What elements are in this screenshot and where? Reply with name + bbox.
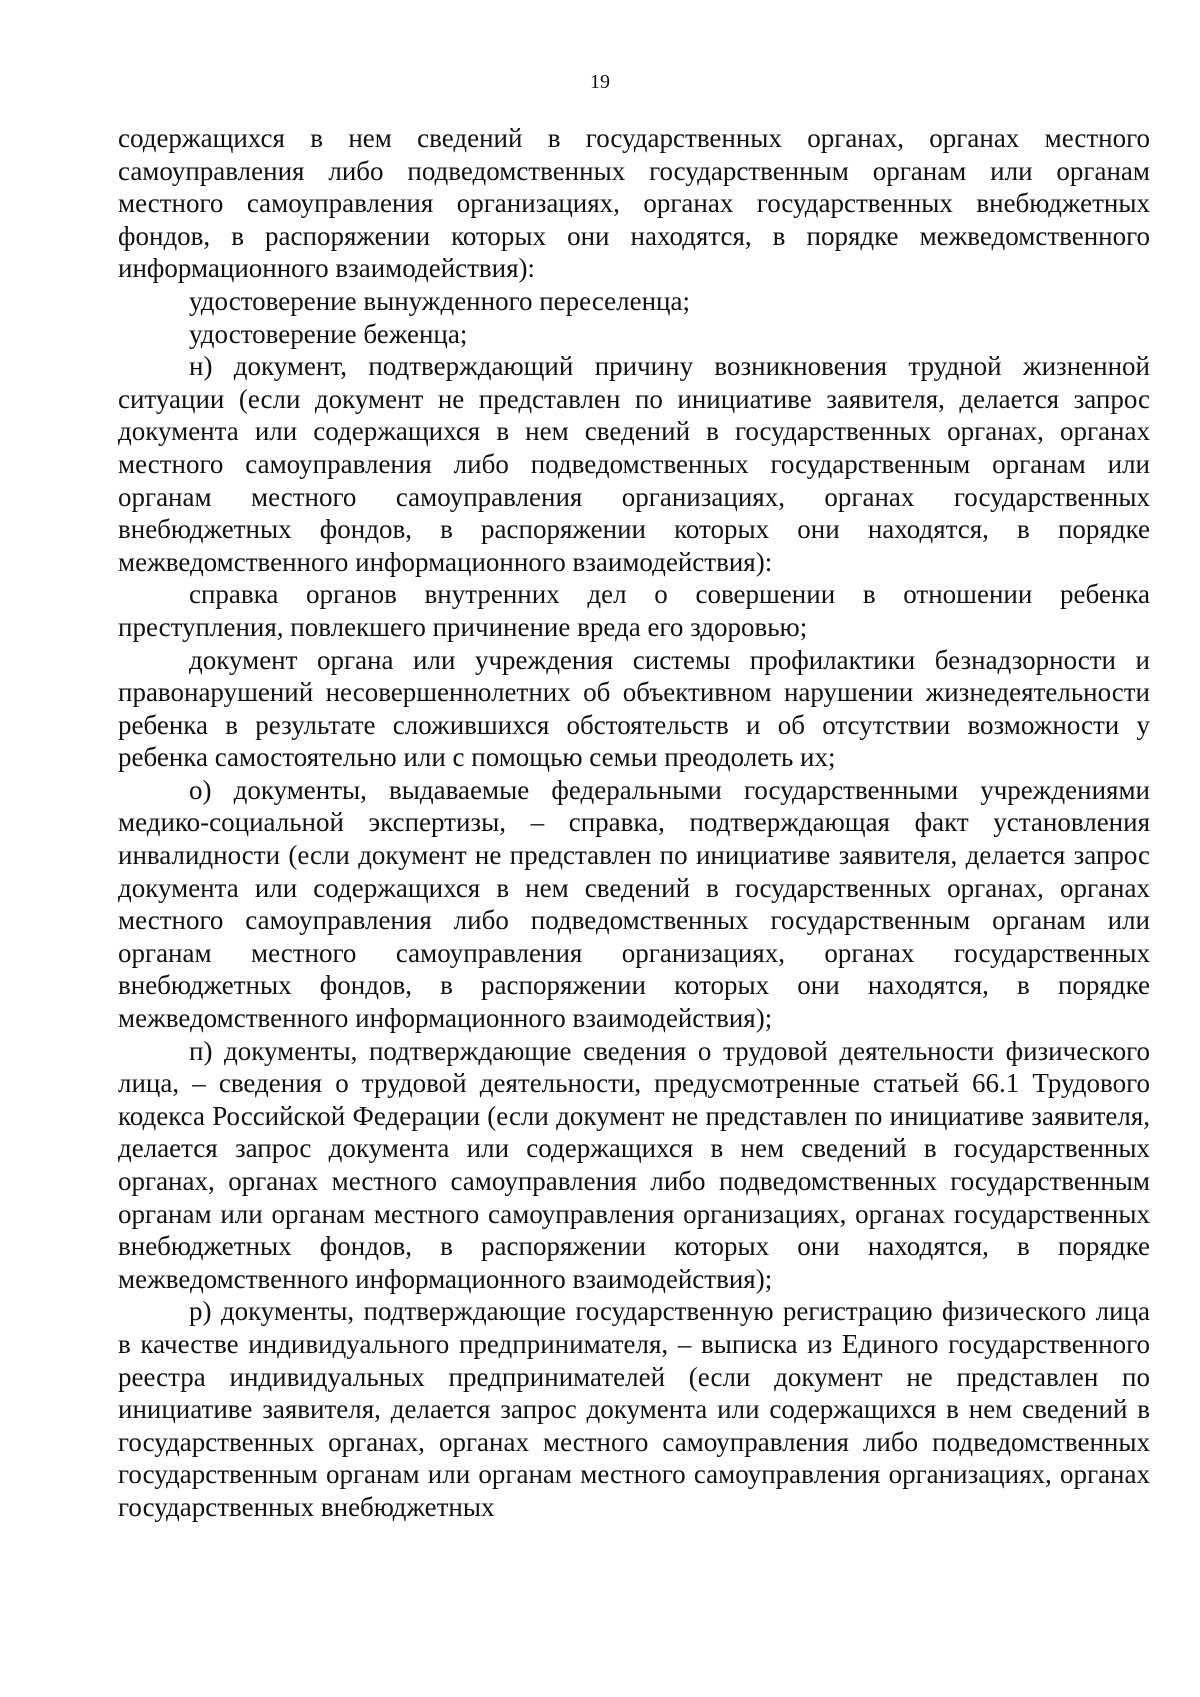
paragraph-r: р) документы, подтверждающие государственную регистрацию физического лица в качестве индивидуального предпринимателя, – выписка из Единого государственного реестра индивидуальных предпринимателей (если документ не представлен по инициативе заявителя, делается запрос документа или содержащихся в нем сведений в государственных органах, органах местного самоуправления либо подведомственных государственным органам или органам местного самоуправления организациях, органах государственных внебюджетных [118, 1296, 1150, 1522]
paragraph-p: п) документы, подтверждающие сведения о трудовой деятельности физического лица, – сведения о трудовой деятельности, предусмотренные статьей 66.1 Трудового кодекса Российской Федерации (если документ не представлен по инициативе заявителя, делается запрос документа или содержащихся в нем сведений в государственных органах, органах местного самоуправления либо подведомственных государственным органам или органам местного самоуправления организациях, органах государственных внебюджетных фондов, в распоряжении которых они находятся, в порядке межведомственного информационного взаимодействия); [118, 1035, 1150, 1294]
paragraph-item: справка органов внутренних дел о совершении в отношении ребенка преступления, повлекшего причинение вреда его здоровью; [118, 579, 1150, 642]
paragraph-o: о) документы, выдаваемые федеральными государственными учреждениями медико-социальной экспертизы, – справка, подтверждающая факт установления инвалидности (если документ не представлен по инициативе заявителя, делается запрос документа или содержащихся в нем сведений в государственных органах, органах местного самоуправления либо подведомственных государственным органам или органам местного самоуправления организациях, органах государственных внебюджетных фондов, в распоряжении которых они находятся, в порядке межведомственного информационного взаимодействия); [118, 774, 1150, 1034]
paragraph-item: удостоверение вынужденного переселенца; [189, 285, 690, 316]
document-body [118, 122, 1150, 1524]
page-number: 19 [590, 71, 610, 93]
paragraph-n: н) документ, подтверждающий причину возникновения трудной жизненной ситуации (если документ не представлен по инициативе заявителя, делается запрос документа или содержащихся в нем сведений в государственных органах, органах местного самоуправления либо подведомственных государственным органам или органам местного самоуправления организациях, органах государственных внебюджетных фондов, в распоряжении которых они находятся, в порядке межведомственного информационного взаимодействия): [118, 351, 1150, 577]
paragraph-continuation: содержащихся в нем сведений в государственных органах, органах местного самоуправления либо подведомственных государственным органам или органам местного самоуправления организациях, органах государственных внебюджетных фондов, в распоряжении которых они находятся, в порядке межведомственного информационного взаимодействия): [118, 123, 1150, 284]
paragraph-item: документ органа или учреждения системы профилактики безнадзорности и правонарушений несовершеннолетних об объективном нарушении жизнедеятельности ребенка в результате сложившихся обстоятельств и об отсутствии возможности у ребенка самостоятельно или с помощью семьи преодолеть их; [118, 644, 1150, 773]
paragraph-item: удостоверение беженца; [189, 318, 468, 349]
